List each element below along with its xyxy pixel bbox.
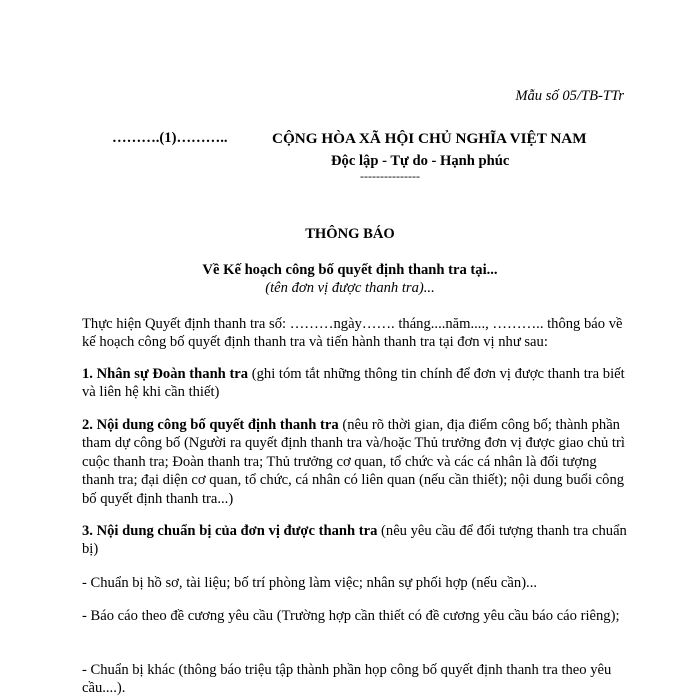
section-1-paragraph [82,365,630,402]
bullet-item: - Chuẩn bị hồ sơ, tài liệu; bố trí phòng làm việc; nhân sự phối hợp (nếu cần)... [82,575,537,591]
form-number: Mẫu số 05/TB-TTr [515,88,624,104]
section-2-text: (nêu rõ thời gian, địa điểm công bố; thành phần tham dự công bố (Người ra quyết định thanh tra và/hoặc Thủ trưởng đơn vị được giao chủ trì cuộc thanh tra; Đoàn thanh tra; Thủ trưởng cơ quan, tổ chức và các cá nhân là đối tượng thanh tra; đại diện cơ quan, tổ chức, cá nhân có liên quan (nếu cần thiết); nội dung buổi công bố quyết định thanh tra...) [82,417,625,507]
intro-paragraph: Thực hiện Quyết định thanh tra số: ………ngày……. tháng....năm...., ……….. thông báo về kế hoạch công bố quyết định thanh tra và tiến hành thanh tra tại đơn vị như sau: [82,316,623,351]
national-title: CỘNG HÒA XÃ HỘI CHỦ NGHĨA VIỆT NAM [272,130,587,147]
bullet-item: - Báo cáo theo đề cương yêu cầu (Trường hợp cần thiết có đề cương yêu cầu báo cáo riêng); [82,608,620,624]
section-3-text: (nêu yêu cầu để đối tượng thanh tra chuẩn bị) [82,523,627,558]
agency-placeholder: ……….(1)……….. [112,130,228,146]
document-subject-note: (tên đơn vị được thanh tra)... [265,280,435,296]
section-3-paragraph [82,522,630,559]
section-3-heading: 3. Nội dung chuẩn bị của đơn vị được thanh tra [82,523,378,539]
document-title: THÔNG BÁO [305,226,395,242]
national-motto: Độc lập - Tự do - Hạnh phúc [331,153,510,169]
motto-underline: --------------- [360,169,420,183]
document-subject: Về Kế hoạch công bố quyết định thanh tra tại... [202,262,498,278]
section-2-heading: 2. Nội dung công bố quyết định thanh tra [82,417,339,433]
bullet-item: - Chuẩn bị khác (thông báo triệu tập thành phần họp công bố quyết định thanh tra theo yêu cầu....). [82,662,612,697]
section-1-text: (ghi tóm tắt những thông tin chính để đơn vị được thanh tra biết và liên hệ khi cần thiết) [82,366,625,401]
section-1-heading: 1. Nhân sự Đoàn thanh tra [82,366,249,382]
section-2-paragraph [82,416,630,508]
